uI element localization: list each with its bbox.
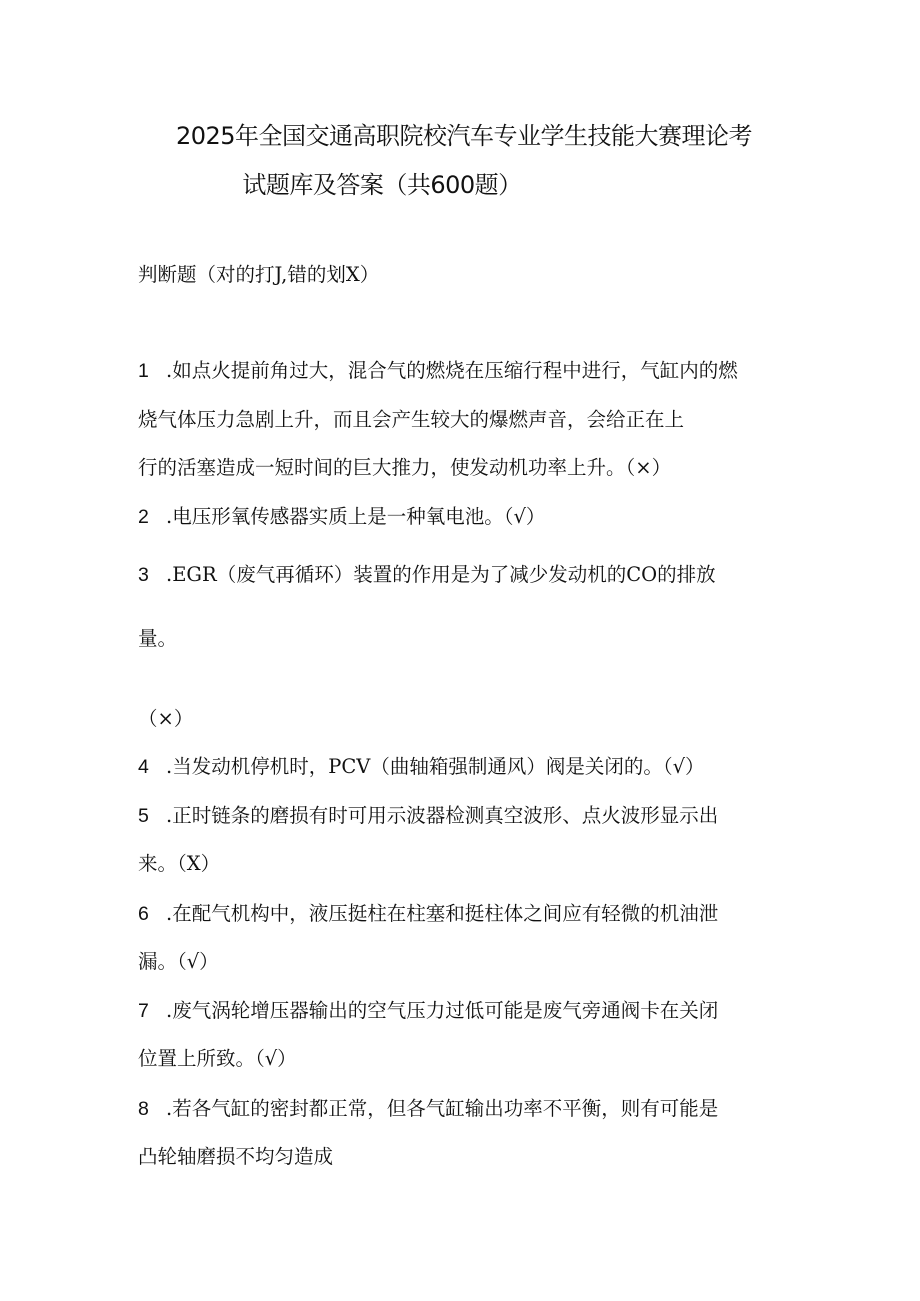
- question-6-line-1: [138, 901, 718, 927]
- section-heading: 判断题（对的打J,错的划X）: [138, 263, 380, 286]
- question-3-line-1: [138, 562, 716, 588]
- question-5-text-1: .正时链条的磨损有时可用示波器检测真空波形、点火波形显示出: [166, 804, 719, 827]
- question-8-number: 8: [138, 1098, 149, 1120]
- question-5-line-1: [138, 803, 718, 829]
- question-1-number: 1: [138, 360, 149, 382]
- question-3-line-3: （×）: [138, 707, 194, 730]
- question-3-number: 3: [138, 564, 149, 586]
- question-6-text-1: .在配气机构中，液压挺柱在柱塞和挺柱体之间应有轻微的机油泄: [166, 902, 719, 925]
- question-5-number: 5: [138, 805, 149, 827]
- question-8-line-1: [138, 1096, 718, 1122]
- question-5-line-2: 来。（X）: [138, 852, 221, 875]
- question-4-number: 4: [138, 756, 149, 778]
- question-8-line-2: 凸轮轴磨损不均匀造成: [138, 1145, 334, 1168]
- question-1-line-2: 烧气体压力急剧上升，而且会产生较大的爆燃声音，会给正在上: [138, 408, 685, 431]
- question-6-number: 6: [138, 903, 149, 925]
- question-2-text-1: .电压形氧传感器实质上是一种氧电池。（√）: [166, 505, 546, 528]
- question-7-line-2: 位置上所致。（√）: [138, 1047, 297, 1070]
- question-1-line-1: [138, 358, 738, 384]
- question-1-line-3: 行的活塞造成一短时间的巨大推力，使发动机功率上升。（×）: [138, 456, 672, 479]
- question-7-line-1: [138, 998, 718, 1024]
- document-title-line2: 试题库及答案（共600题）: [242, 171, 522, 199]
- document-title-line1: 2025年全国交通高职院校汽车专业学生技能大赛理论考: [175, 122, 753, 150]
- question-3-text-1: .EGR（废气再循环）装置的作用是为了减少发动机的CO的排放: [166, 563, 716, 586]
- question-4-text-1: .当发动机停机时，PCV（曲轴箱强制通风）阀是关闭的。（√）: [166, 755, 705, 778]
- question-2-line-1: [138, 504, 545, 530]
- question-4-line-1: [138, 754, 705, 780]
- question-1-text-1: .如点火提前角过大，混合气的燃烧在压缩行程中进行，气缸内的燃: [166, 359, 738, 382]
- question-8-text-1: .若各气缸的密封都正常，但各气缸输出功率不平衡，则有可能是: [166, 1097, 719, 1120]
- question-2-number: 2: [138, 506, 149, 528]
- question-7-text-1: .废气涡轮增压器输出的空气压力过低可能是废气旁通阀卡在关闭: [166, 999, 719, 1022]
- question-3-line-2: 量。: [138, 627, 178, 650]
- question-6-line-2: 漏。（√）: [138, 950, 219, 973]
- question-7-number: 7: [138, 1000, 149, 1022]
